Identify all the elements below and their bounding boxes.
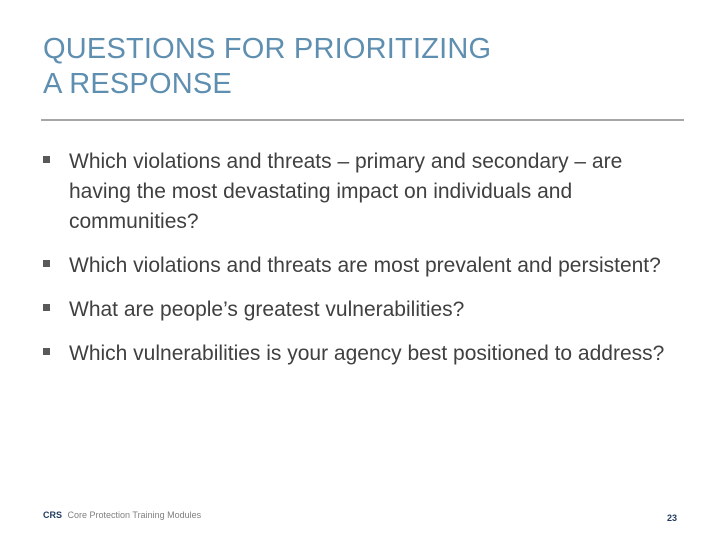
square-bullet-icon xyxy=(43,348,50,355)
bullet-item xyxy=(0,147,720,237)
footer xyxy=(43,510,201,521)
bullet-list xyxy=(0,147,720,383)
bullet-text: Which vulnerabilities is your agency best positioned to address? xyxy=(69,342,665,365)
bullet-text: What are people’s greatest vulnerabilities? xyxy=(69,298,465,321)
slide-title-line-1: QUESTIONS FOR PRIORITIZING xyxy=(43,33,492,65)
slide-title-line-2: A RESPONSE xyxy=(43,68,232,100)
slide-title xyxy=(43,32,663,102)
bullet-item xyxy=(0,251,720,281)
footer-brand-logo: CRS xyxy=(43,510,63,520)
title-divider xyxy=(41,119,684,121)
square-bullet-icon xyxy=(43,156,50,163)
square-bullet-icon xyxy=(43,304,50,311)
bullet-text: Which violations and threats are most prevalent and persistent? xyxy=(69,254,661,277)
bullet-text: Which violations and threats – primary and secondary – are having the most devastating impact on individuals and communities? xyxy=(69,150,623,233)
bullet-item xyxy=(0,295,720,325)
square-bullet-icon xyxy=(43,260,50,267)
footer-text: Core Protection Training Modules xyxy=(67,510,202,520)
bullet-item xyxy=(0,339,720,369)
page-number: 23 xyxy=(666,513,677,523)
